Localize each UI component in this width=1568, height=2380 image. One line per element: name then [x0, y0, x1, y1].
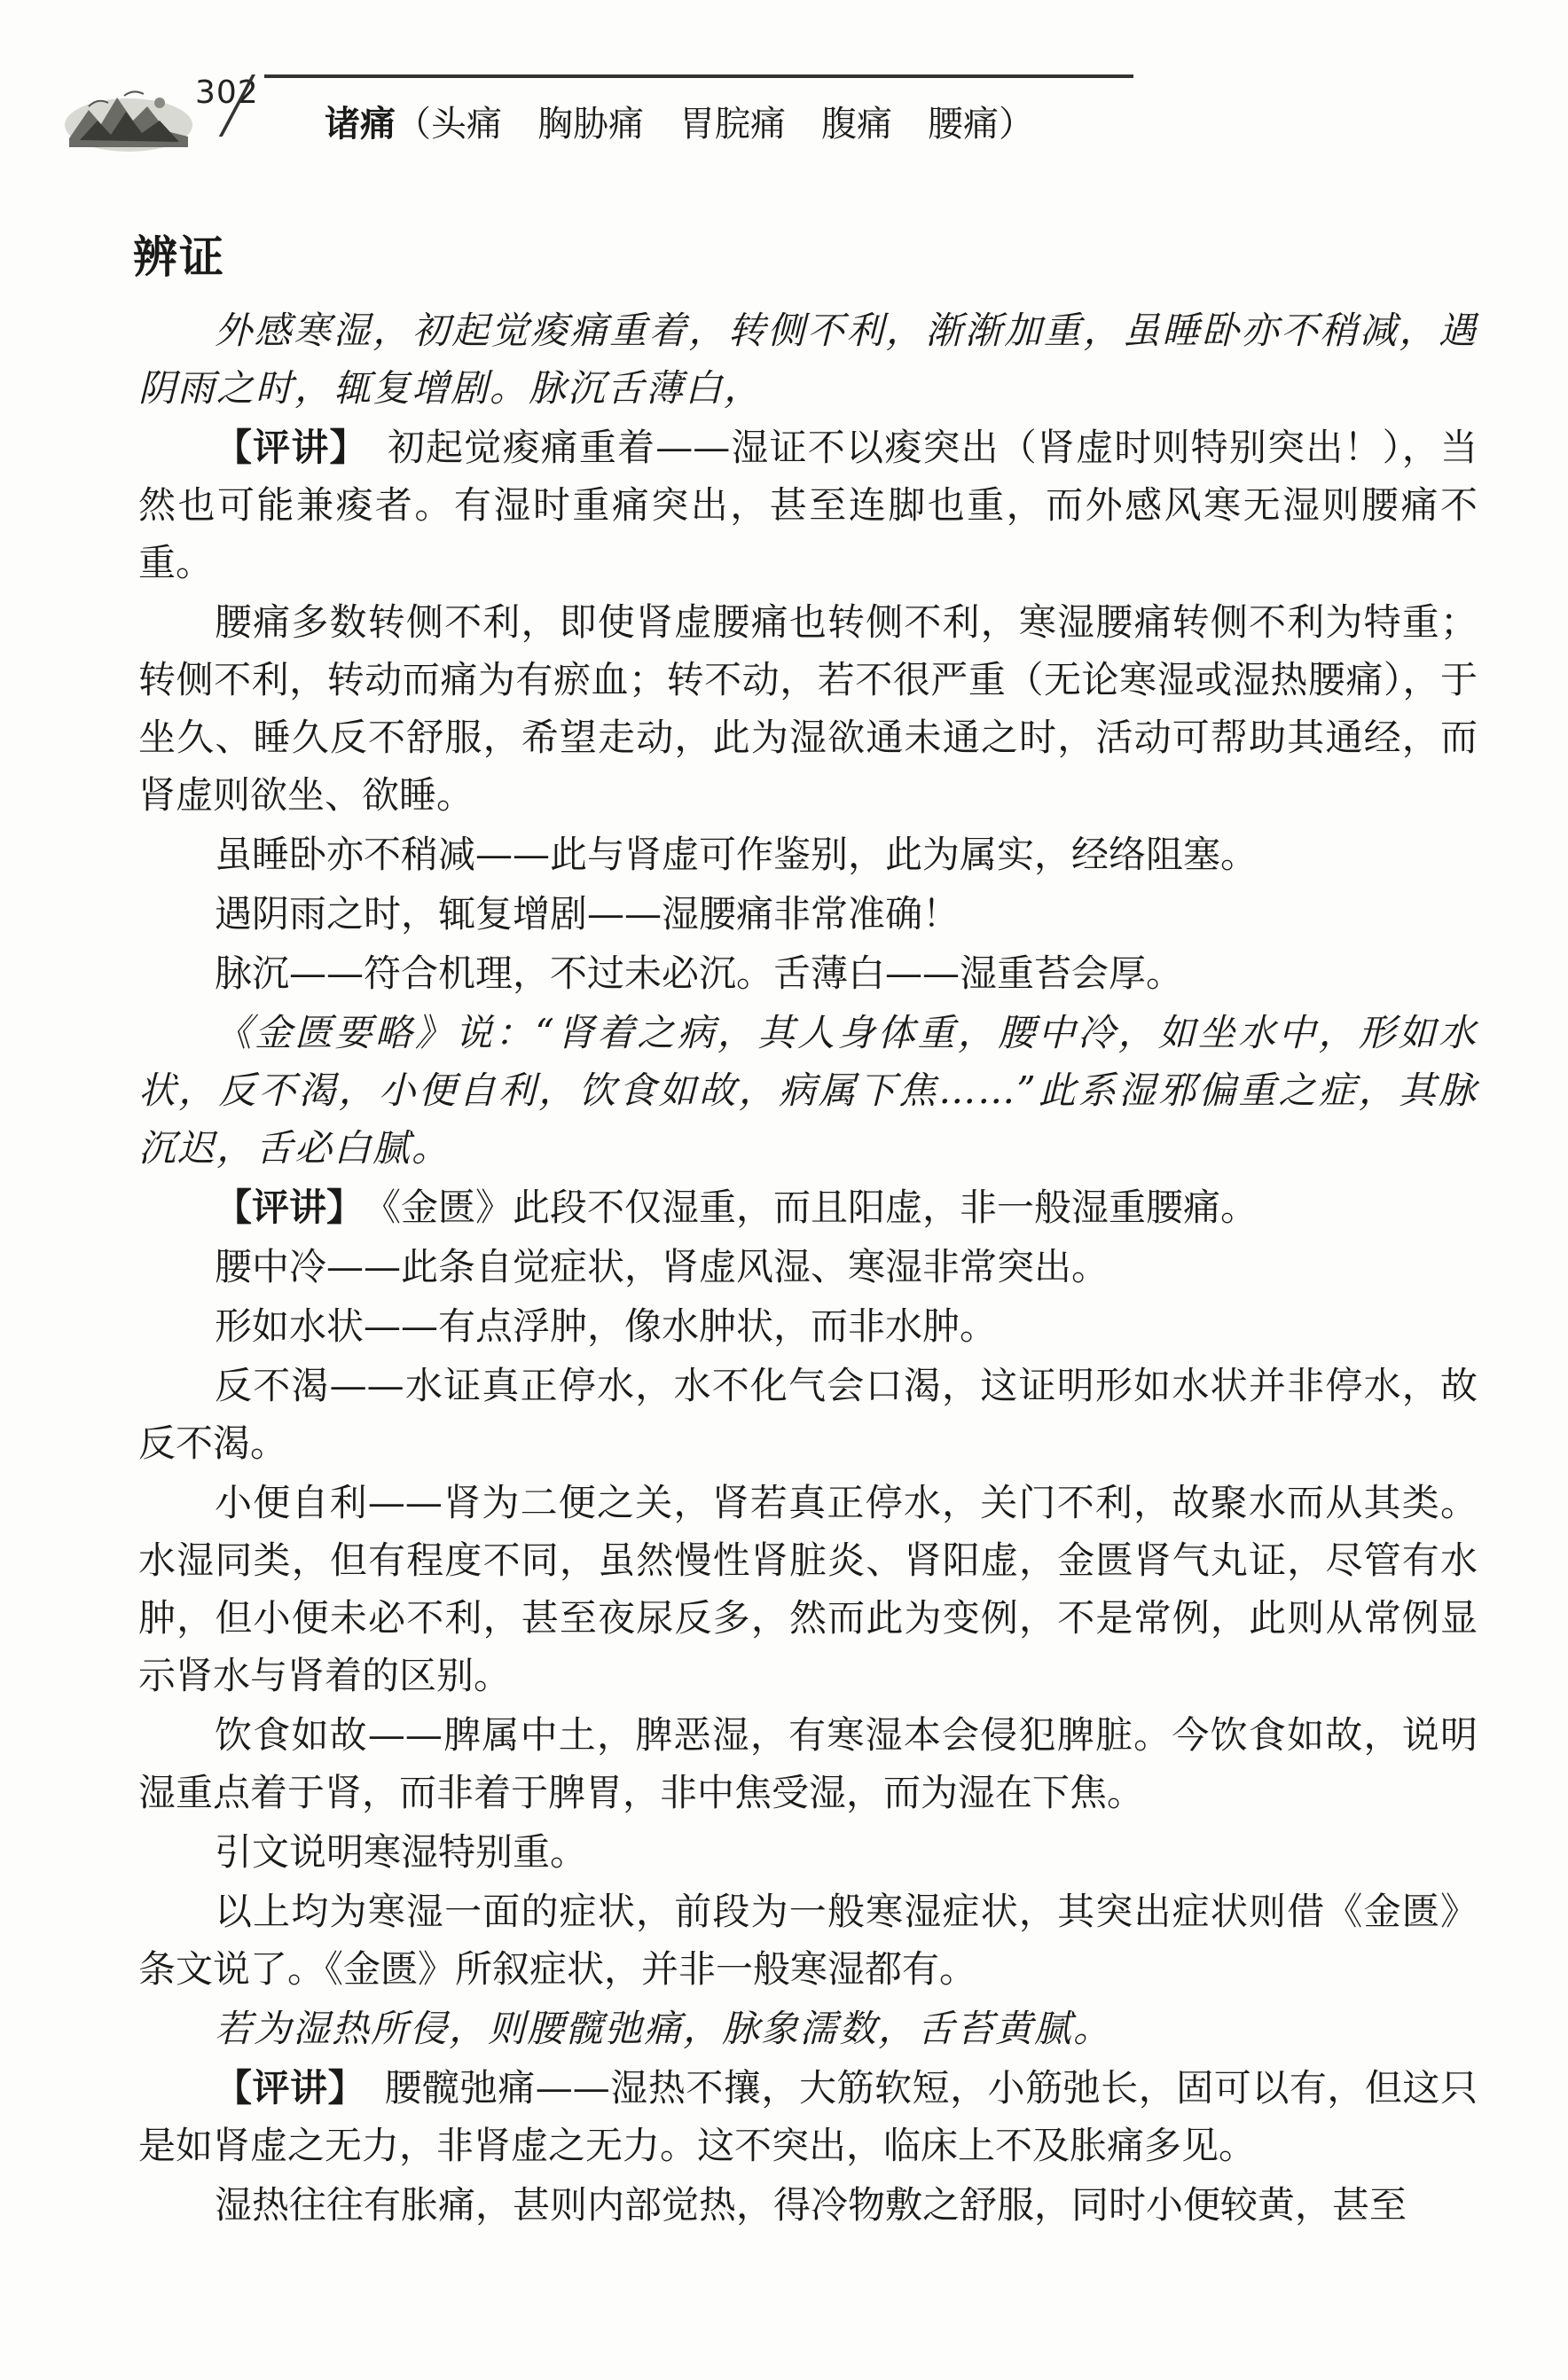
paragraph-5: [138, 885, 1478, 943]
paragraph-1: [138, 301, 1478, 417]
paragraph-9: [138, 1238, 1478, 1296]
paragraph-13: [138, 1706, 1478, 1821]
paragraph-18: [138, 2176, 1478, 2234]
chapter-title: [325, 96, 1034, 146]
paragraph-8: [138, 1178, 1478, 1236]
paragraph-text: 虽睡卧亦不稍减——此与肾虚可作鉴别，此为属实，经络阻塞。: [215, 833, 1258, 876]
paragraph-text: 饮食如故——脾属中土，脾恶湿，有寒湿本会侵犯脾脏。今饮食如故，说明湿重点着于肾，而非着于脾胃，非中焦受湿，而为湿在下焦。: [138, 1713, 1478, 1814]
paragraph-text: 腰痛多数转侧不利，即使肾虚腰痛也转侧不利，寒湿腰痛转侧不利为特重；转侧不利，转动而痛为有瘀血；转不动，若不很严重（无论寒湿或湿热腰痛），于坐久、睡久反不舒服，希望走动，此为湿欲通未通之时，活动可帮助其通经，而肾虚则欲坐、欲睡。: [138, 600, 1478, 817]
paragraph-text: 遇阴雨之时，辄复增剧——湿腰痛非常准确！: [215, 892, 960, 936]
paragraph-3: [138, 593, 1478, 824]
paragraph-text: 外感寒湿，初起觉痠痛重着，转侧不利，渐渐加重，虽睡卧亦不稍减，遇阴雨之时，辄复增剧。脉沉舌薄白，: [138, 309, 1478, 410]
paragraph-2: [138, 419, 1478, 591]
comment-tag: 【评讲】: [215, 1186, 346, 1229]
paragraph-text: 以上均为寒湿一面的症状，前段为一般寒湿症状，其突出症状则借《金匮》条文说了。《金匮》所叙症状，并非一般寒湿都有。: [138, 1890, 1478, 1991]
chapter-name: 诸痛: [325, 103, 396, 145]
paragraph-11: [138, 1357, 1478, 1472]
paragraph-text: 若为湿热所侵，则腰髋弛痛，脉象濡数，舌苔黄腻。: [215, 2007, 1113, 2050]
running-header: [62, 69, 1073, 158]
header-rule: [264, 74, 1133, 78]
paragraph-15: [138, 1883, 1478, 1998]
paragraph-12: [138, 1474, 1478, 1704]
paragraph-text: 反不渴——水证真正停水，水不化气会口渴，这证明形如水状并非停水，故反不渴。: [138, 1364, 1478, 1465]
paragraph-7-quote: [138, 1004, 1478, 1177]
paragraph-text: 《金匮》此段不仅湿重，而且阳虚，非一般湿重腰痛。: [382, 1186, 1258, 1229]
mountain-landscape-icon: [62, 85, 195, 156]
paragraph-text: 脉沉——符合机理，不过未必沉。舌薄白——湿重苔会厚。: [215, 951, 1184, 995]
paragraph-text: 腰中冷——此条自觉症状，肾虚风湿、寒湿非常突出。: [215, 1245, 1109, 1288]
body-text: [138, 301, 1478, 2235]
paragraph-6: [138, 944, 1478, 1002]
paragraph-text: 形如水状——有点浮肿，像水肿状，而非水肿。: [215, 1304, 998, 1348]
comment-tag: 【评讲】: [215, 426, 349, 469]
paragraph-17: [138, 2059, 1478, 2174]
paragraph-text: 《金匮要略》说：“肾着之病，其人身体重，腰中冷，如坐水中，形如水状，反不渴，小便自利，饮食如故，病属下焦……”此系湿邪偏重之症，其脉沉迟，舌必白腻。: [138, 1011, 1478, 1170]
paragraph-text: 引文说明寒湿特别重。: [215, 1830, 588, 1874]
chapter-subtitle: （头痛 胸胁痛 胃脘痛 腹痛 腰痛）: [396, 104, 1034, 145]
paragraph-16: [138, 2000, 1478, 2057]
comment-tag: 【评讲】: [215, 2066, 348, 2110]
paragraph-text: 腰髋弛痛——湿热不攘，大筋软短，小筋弛长，固可以有，但这只是如肾虚之无力，非肾虚之无力。这不突出，临床上不及胀痛多见。: [138, 2066, 1478, 2167]
page-number: 302: [195, 74, 259, 111]
paragraph-10: [138, 1297, 1478, 1355]
paragraph-text: 小便自利——肾为二便之关，肾若真正停水，关门不利，故聚水而从其类。水湿同类，但有程度不同，虽然慢性肾脏炎、肾阳虚，金匮肾气丸证，尽管有水肿，但小便未必不利，甚至夜尿反多，然而此为变例，不是常例，此则从常例显示肾水与肾着的区别。: [138, 1481, 1478, 1697]
paragraph-14: [138, 1823, 1478, 1881]
section-title: 辨证: [133, 231, 225, 283]
paragraph-text: 初起觉痠痛重着——湿证不以痠突出（肾虚时则特别突出！），当然也可能兼痠者。有湿时重痛突出，甚至连脚也重，而外感风寒无湿则腰痛不重。: [138, 426, 1478, 584]
paragraph-text: 湿热往往有胀痛，甚则内部觉热，得冷物敷之舒服，同时小便较黄，甚至: [215, 2183, 1407, 2227]
paragraph-4: [138, 826, 1478, 883]
